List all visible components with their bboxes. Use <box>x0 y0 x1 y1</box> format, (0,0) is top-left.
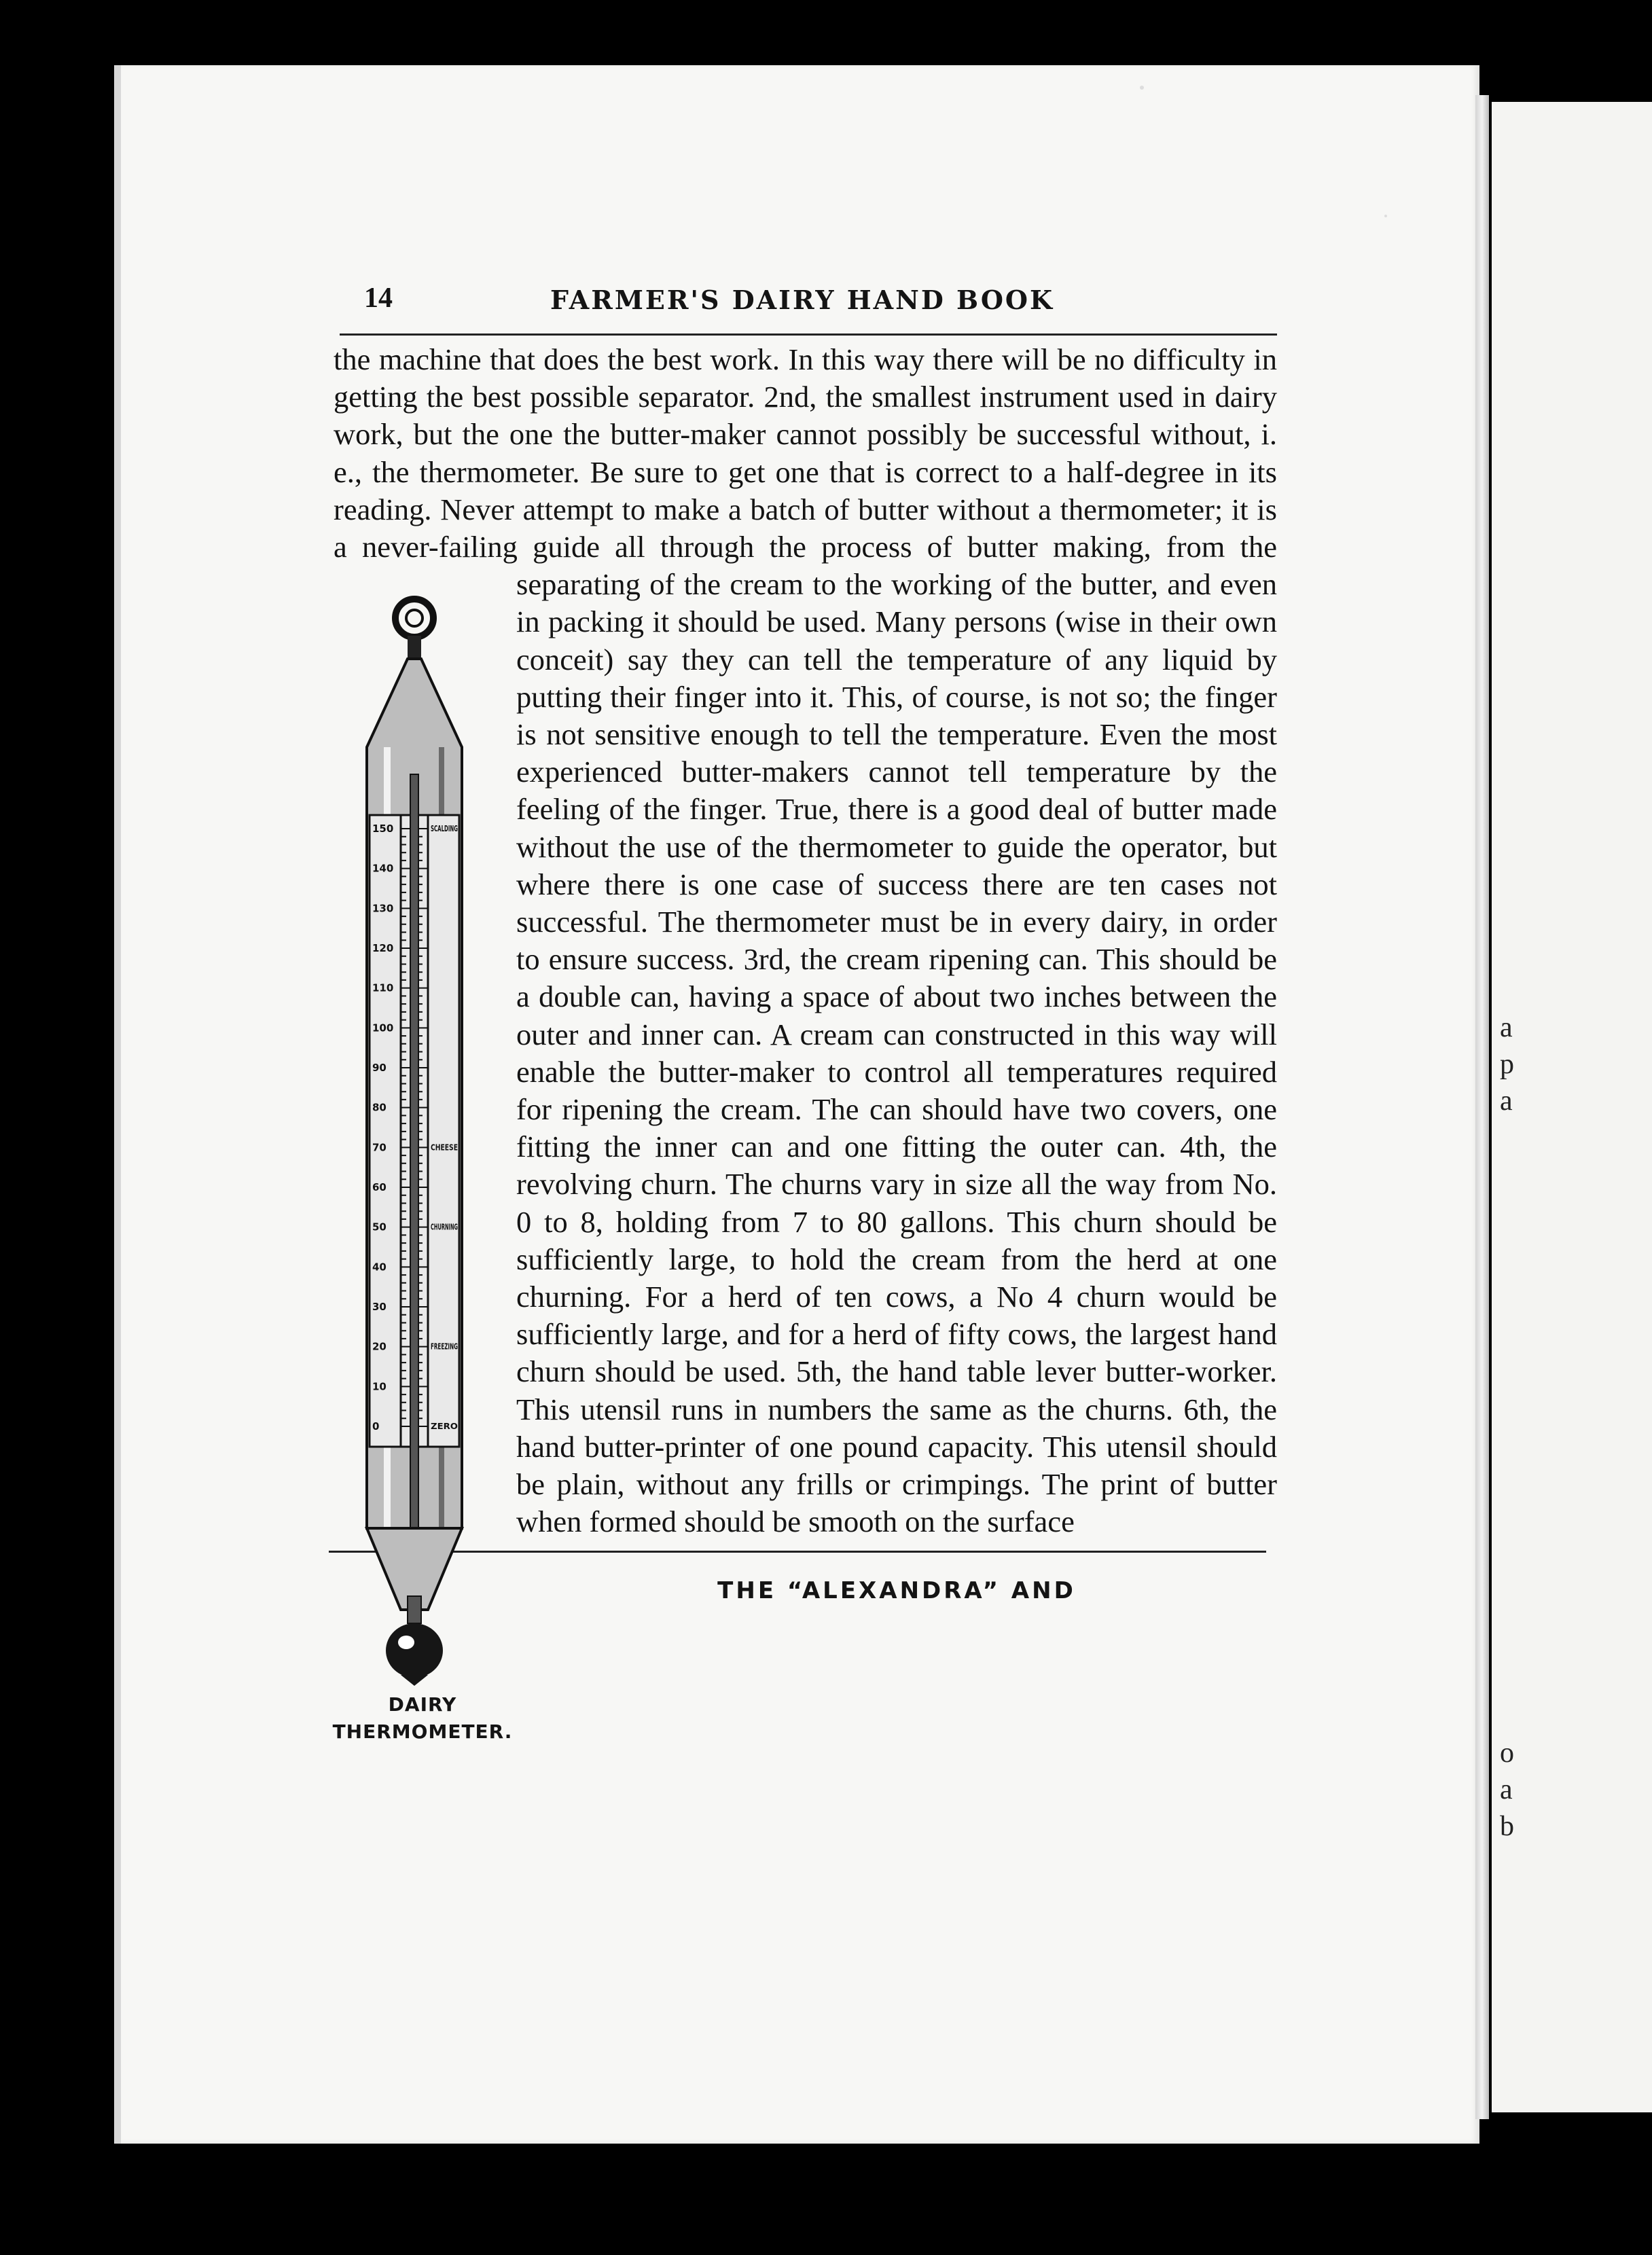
side-label: ZERO <box>431 1422 458 1431</box>
scale-label: 140 <box>372 862 394 875</box>
scale-label: 50 <box>372 1221 387 1233</box>
thermometer-illustration <box>346 591 482 1691</box>
scale-label: 0 <box>372 1420 380 1432</box>
side-label: CHURNING <box>431 1222 458 1232</box>
caption-line-1: DAIRY <box>388 1693 457 1716</box>
page-number: 14 <box>364 283 393 314</box>
thermometer-figure <box>332 591 513 1743</box>
body-paragraph: the machine that does the best work. In this way there will be no difficulty in getting the best possible separator. 2nd, the smallest instrument used in dairy work, but the one the butter-maker cannot possibly be successful without, i. e., the thermometer. Be sure to get one that is correct to a half-degree in its reading. Never attempt to make a batch of butter without a thermometer; it is a never-failing guide all through the process of butter making, from the separating of the cream to the working of the butter, and even in packing it should be used. Many persons (wise in their own conceit) say they can tell the temperature of any liquid by putting their finger into it. This, of course, is not so; the finger is not sensitive enough to tell the temperature. Even the most experienced butter-makers cannot tell temperature by the feeling of the finger. True, there is a good deal of butter made without the use of the thermometer to guide the operator, but where there is one case of success there are ten cases not successful. The thermometer must be in every dairy, in order to ensure success. 3rd, the cream ripening can. This should be a double can, having a space of about two inches between the outer and inner can. A cream can constructed in this way will enable the butter-maker to control all temperatures required for ripening the cream. The can should have two covers, one fitting the inner can and one fitting the outer can. 4th, the revolving churn. The churns vary in size all the way from No. 0 to 8, holding from 7 to 80 gallons. This churn should be sufficiently large, to hold the cream from the herd at one churning. For a herd of ten cows, a No 4 churn would be sufficiently large, and for a herd of fifty cows, the largest hand churn should be used. 5th, the hand table lever butter-worker. This utensil runs in numbers the same as the churns. 6th, the hand butter-printer of one pound capacity. This utensil should be plain, without any frills or crimpings. The print of butter when formed should be smooth on the surface <box>334 342 1277 1539</box>
page-header <box>333 275 1277 323</box>
scale-label: 130 <box>372 902 394 915</box>
page-edge <box>1475 95 1489 2119</box>
adjacent-page-fragment: b <box>1500 1811 1514 1842</box>
scale-label: 60 <box>372 1181 387 1193</box>
side-label: CHEESE <box>431 1142 458 1153</box>
adjacent-page-strip <box>1492 102 1652 2112</box>
figure-caption <box>327 1691 518 1746</box>
adjacent-page-fragment: a <box>1500 1774 1513 1805</box>
scale-label: 70 <box>372 1141 387 1154</box>
scale-label: 90 <box>372 1062 387 1074</box>
caption-line-2: THERMOMETER. <box>332 1720 513 1743</box>
adjacent-page-fragment: o <box>1500 1737 1514 1769</box>
running-title: FARMER'S DAIRY HAND BOOK <box>550 285 1055 315</box>
scale-label: 20 <box>372 1340 387 1353</box>
adjacent-page-fragment: a <box>1500 1085 1513 1117</box>
scale-label: 110 <box>372 981 394 994</box>
side-label: SCALDING <box>431 824 458 833</box>
side-label: FREEZING <box>431 1341 458 1352</box>
scale-label: 120 <box>372 942 394 954</box>
page-content <box>332 275 1277 1743</box>
footer-catchline: THE “ALEXANDRA” AND <box>717 1576 1076 1604</box>
scale-label: 10 <box>372 1380 387 1393</box>
adjacent-page-fragment: a <box>1500 1012 1513 1043</box>
scale-label: 100 <box>372 1022 394 1034</box>
scale-label: 80 <box>372 1101 387 1114</box>
scale-label: 150 <box>372 823 394 835</box>
scale-label: 30 <box>372 1301 387 1313</box>
scale-label: 40 <box>372 1261 387 1274</box>
header-rule <box>340 333 1277 336</box>
adjacent-page-fragment: p <box>1500 1049 1514 1080</box>
